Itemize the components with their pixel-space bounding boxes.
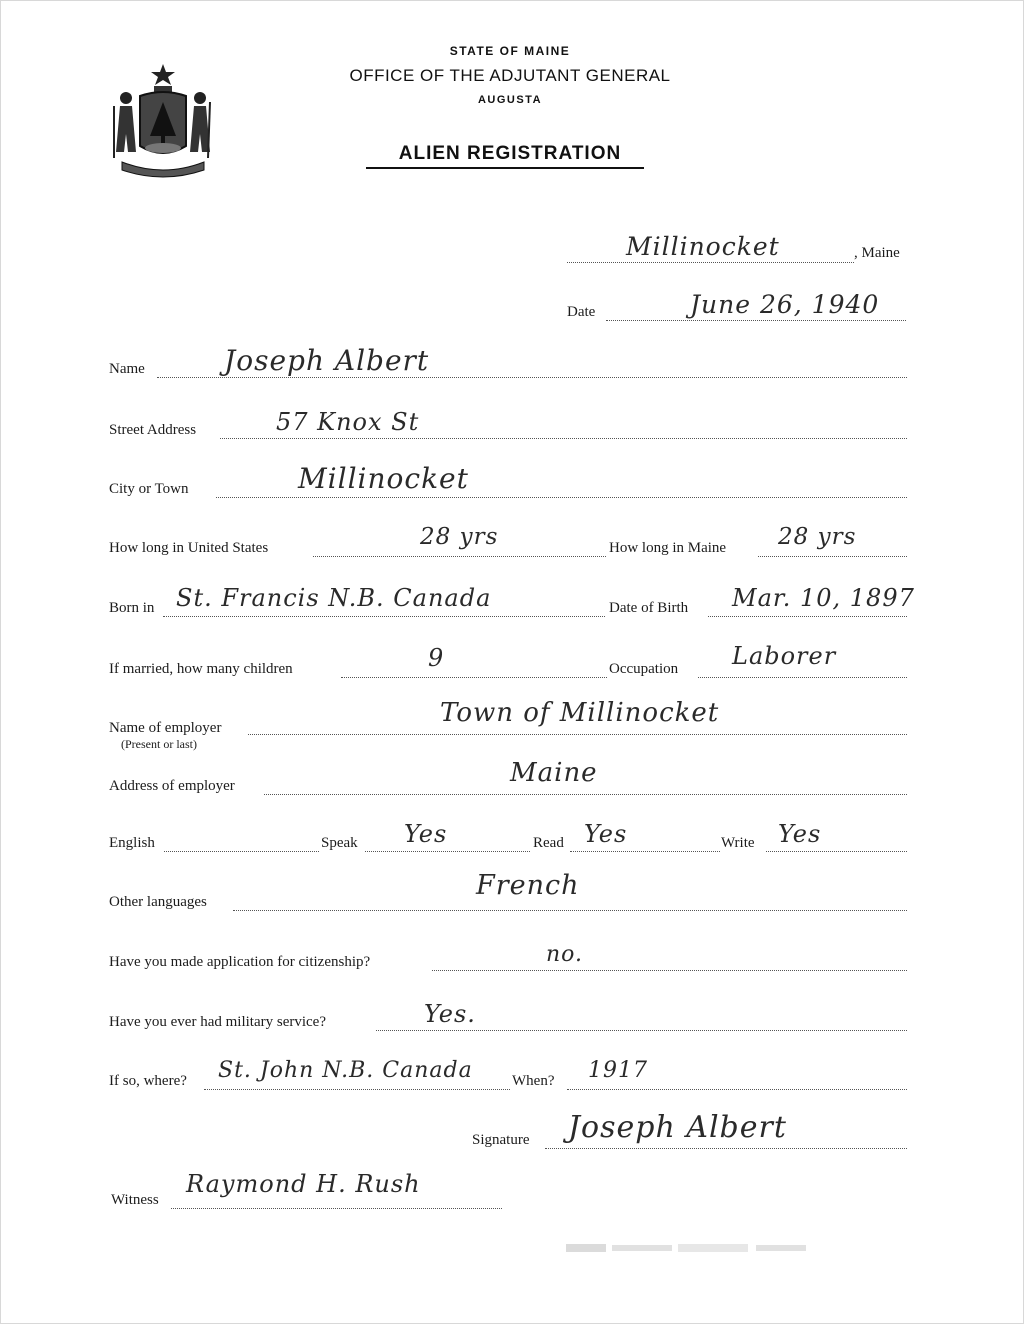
write-line [766,851,907,852]
children-value: 9 [428,644,445,672]
speak-value: Yes [404,820,448,848]
when-label: When? [512,1073,555,1089]
us-duration-label: How long in United States [109,540,269,556]
occupation-label: Occupation [609,661,679,677]
speak-label: Speak [321,835,358,851]
when-value: 1917 [588,1058,648,1083]
city-label: City or Town [109,481,189,497]
employer-value: Town of Millinocket [440,698,720,728]
employer-label: Name of employer [109,720,222,736]
english-line [164,851,319,852]
name-line [157,377,907,378]
signature-label: Signature [472,1132,530,1148]
employer-sublabel: (Present or last) [121,737,197,751]
signature-value: Joseph Albert [568,1110,787,1145]
header-state: STATE OF MAINE [449,44,571,58]
military-value: Yes. [424,1000,476,1028]
us-duration-line [313,556,606,557]
employer-address-line [264,794,907,795]
citizenship-line [432,970,907,971]
dob-line [708,616,907,617]
born-line [163,616,605,617]
write-label: Write [721,835,755,851]
where-label: If so, where? [109,1073,187,1089]
military-line [376,1030,907,1031]
name-value: Joseph Albert [224,344,430,377]
faint-received-stamp [566,1240,816,1256]
citizenship-value: no. [546,942,584,967]
town-value: Millinocket [626,232,780,261]
date-value: June 26, 1940 [690,290,880,319]
born-value: St. Francis N.B. Canada [176,584,492,612]
other-languages-label: Other languages [109,894,207,910]
city-value: Millinocket [298,462,469,495]
witness-line [171,1208,502,1209]
witness-label: Witness [111,1192,159,1208]
town-suffix-label: , Maine [854,245,900,261]
read-value: Yes [584,820,628,848]
children-label: If married, how many children [109,661,293,677]
occupation-line [698,677,907,678]
other-languages-line [233,910,907,911]
street-value: 57 Knox St [276,408,420,436]
maine-duration-line [758,556,907,557]
other-languages-value: French [476,870,580,901]
date-line [606,320,906,321]
where-line [204,1089,510,1090]
occupation-value: Laborer [732,642,837,670]
write-value: Yes [778,820,822,848]
us-duration-value: 28 yrs [420,524,499,550]
city-line [216,497,907,498]
name-label: Name [109,361,145,377]
date-label: Date [567,304,596,320]
header-city: AUGUSTA [477,94,543,106]
military-label: Have you ever had military service? [109,1014,326,1030]
town-line [567,262,854,263]
employer-address-label: Address of employer [109,778,235,794]
form-title: ALIEN REGISTRATION [398,143,622,164]
witness-value: Raymond H. Rush [186,1170,421,1198]
born-label: Born in [109,600,155,616]
english-label: English [109,835,155,851]
dob-label: Date of Birth [609,600,689,616]
signature-line [545,1148,907,1149]
where-value: St. John N.B. Canada [218,1058,473,1083]
street-line [220,438,907,439]
when-line [567,1089,907,1090]
citizenship-label: Have you made application for citizenship? [109,954,371,970]
read-label: Read [533,835,564,851]
header-office: OFFICE OF THE ADJUTANT GENERAL [349,66,671,85]
read-line [570,851,720,852]
street-label: Street Address [109,422,197,438]
maine-duration-value: 28 yrs [778,524,857,550]
maine-duration-label: How long in Maine [609,540,727,556]
dob-value: Mar. 10, 1897 [732,584,915,612]
employer-address-value: Maine [510,758,598,788]
speak-line [365,851,530,852]
state-seal-icon [110,62,216,180]
children-line [341,677,607,678]
employer-line [248,734,907,735]
title-underline [366,167,644,169]
